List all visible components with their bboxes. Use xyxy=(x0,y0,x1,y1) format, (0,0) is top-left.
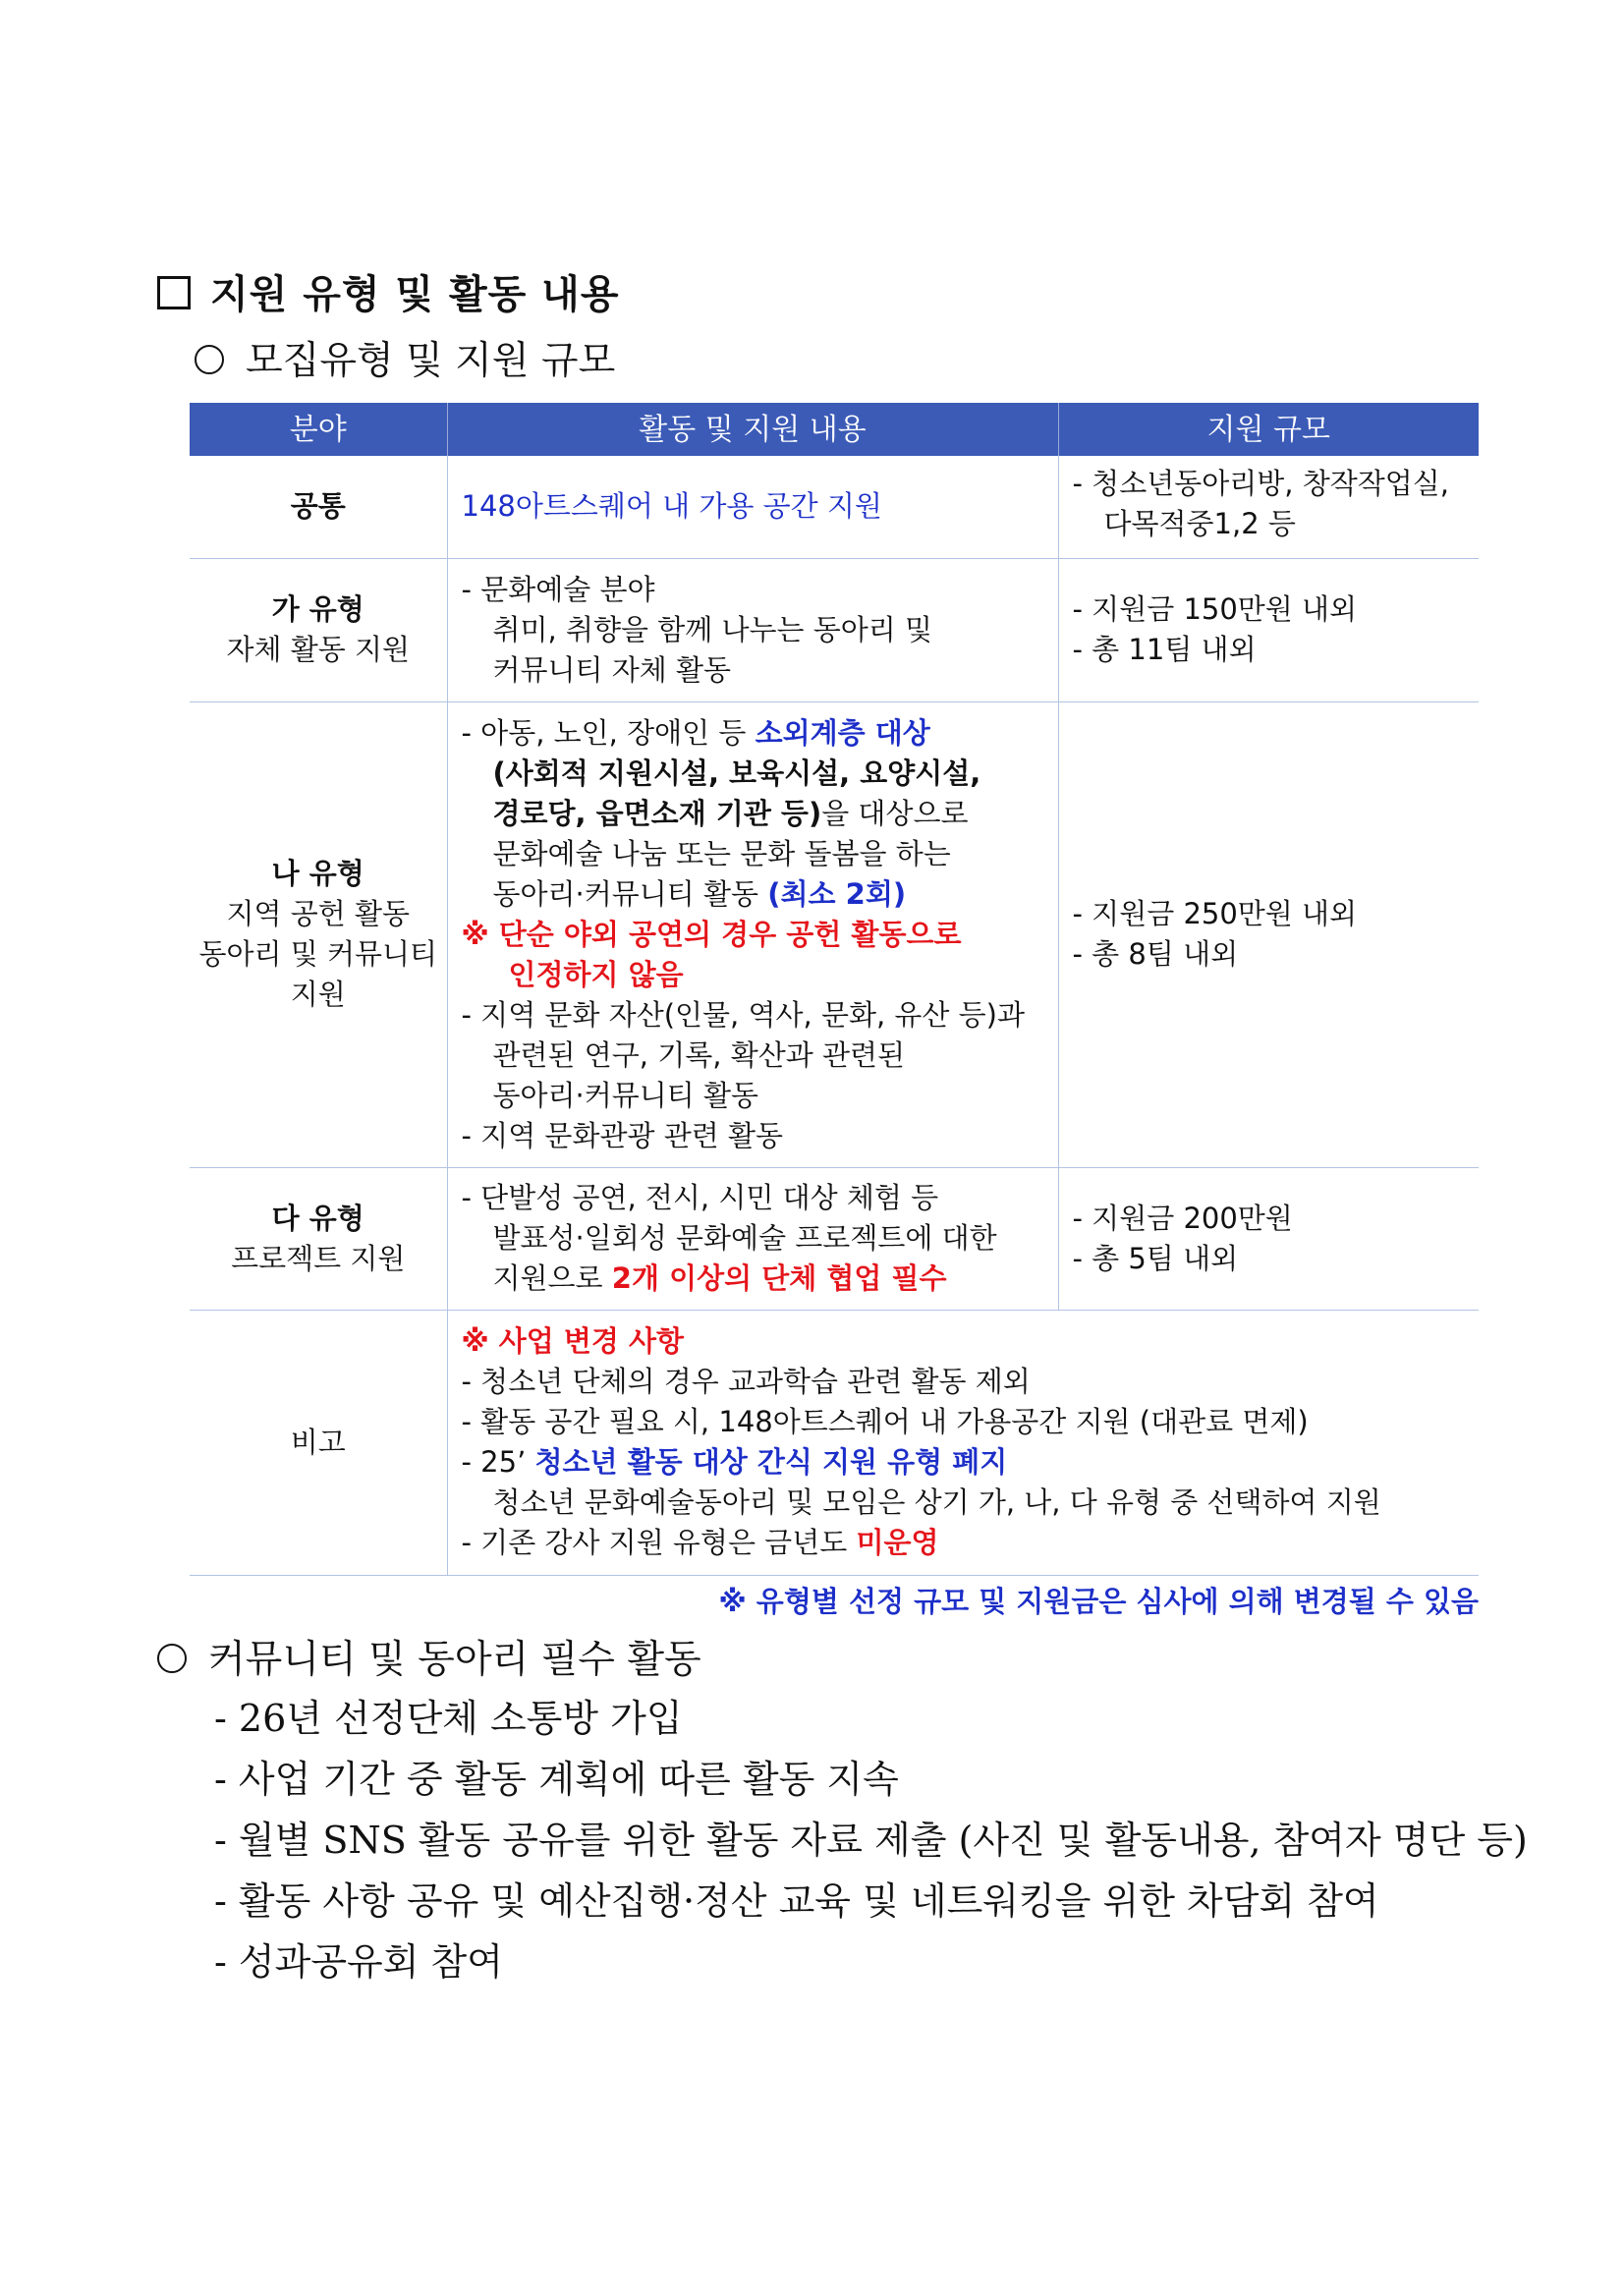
type-c-label: 다 유형 프로젝트 지원 xyxy=(190,1167,447,1310)
table-row-type-b xyxy=(190,701,1479,1167)
type-a-content: - 문화예술 분야 취미, 취향을 함께 나누는 동아리 및 커뮤니티 자체 활동 xyxy=(447,558,1058,701)
section-heading-text: 지원 유형 및 활동 내용 xyxy=(210,271,620,317)
type-c-content: - 단발성 공연, 전시, 시민 대상 체험 등 발표성·일회성 문화예술 프로젝트에 대한 지원으로 2개 이상의 단체 협업 필수 xyxy=(447,1167,1058,1310)
type-b-content: - 아동, 노인, 장애인 등 소외계층 대상 (사회적 지원시설, 보육시설, 요양시설, 경로당, 읍면소재 기관 등)을 대상으로 문화예술 나눔 또는 문화 돌봄을 하는 동아리·커뮤니티 활동 (최소 2회) ※ 단순 야외 공연의 경우 공헌 활동으로 인정하지 않음 - 지역 문화 자산(인물, 역사, 문화, 유산 등)과 관련된 연구, 기록, 확산과 관련된 동아리·커뮤니티 활동 - 지역 문화관광 관련 활동 xyxy=(447,701,1058,1167)
circle-bullet-icon xyxy=(157,1644,187,1673)
common-label: 공통 xyxy=(190,456,447,558)
header-scale: 지원 규모 xyxy=(1058,403,1479,456)
table-row-type-c xyxy=(190,1167,1479,1310)
checkbox-square-icon xyxy=(157,276,191,309)
table-header-row xyxy=(190,403,1479,456)
required-activities-list xyxy=(214,1688,1528,1992)
subsection-recruitment xyxy=(195,330,615,385)
type-b-scale: - 지원금 250만원 내외 - 총 8팀 내외 xyxy=(1058,701,1479,1167)
subsection-recruitment-title: 모집유형 및 지원 규모 xyxy=(246,339,616,383)
list-item: - 26년 선정단체 소통방 가입 xyxy=(214,1697,683,1740)
type-a-label: 가 유형 자체 활동 지원 xyxy=(190,558,447,701)
support-table xyxy=(190,403,1479,1576)
table-row-common xyxy=(190,456,1479,558)
remarks-content: ※ 사업 변경 사항 - 청소년 단체의 경우 교과학습 관련 활동 제외 - 활동 공간 필요 시, 148아트스퀘어 내 가용공간 지원 (대관료 면제) - 25’ 청소년 활동 대상 간식 지원 유형 폐지 청소년 문화예술동아리 및 모임은 상기 가, 나, 다 유형 중 선택하여 지원 - 기존 강사 지원 유형은 금년도 미운영 xyxy=(447,1310,1479,1575)
list-item: - 사업 기간 중 활동 계획에 따른 활동 지속 xyxy=(214,1758,899,1801)
list-item: - 월별 SNS 활동 공유를 위한 활동 자료 제출 (사진 및 활동내용, 참여자 명단 등) xyxy=(214,1819,1528,1862)
selection-note: ※ 유형별 선정 규모 및 지원금은 심사에 의해 변경될 수 있음 xyxy=(718,1585,1479,1618)
type-a-scale: - 지원금 150만원 내외 - 총 11팀 내외 xyxy=(1058,558,1479,701)
table-row-type-a xyxy=(190,558,1479,701)
subsection-required-activities xyxy=(157,1629,701,1684)
header-field: 분야 xyxy=(190,403,447,456)
remarks-label: 비고 xyxy=(190,1310,447,1575)
list-item: - 성과공유회 참여 xyxy=(214,1940,503,1984)
header-content: 활동 및 지원 내용 xyxy=(447,403,1058,456)
circle-bullet-icon xyxy=(195,345,224,374)
section-heading xyxy=(157,263,619,319)
table-row-remarks xyxy=(190,1310,1479,1575)
type-c-scale: - 지원금 200만원 - 총 5팀 내외 xyxy=(1058,1167,1479,1310)
common-scale: - 청소년동아리방, 창작작업실, 다목적중1,2 등 xyxy=(1058,456,1479,558)
type-b-label: 나 유형 지역 공헌 활동 동아리 및 커뮤니티 지원 xyxy=(190,701,447,1167)
common-content: 148아트스퀘어 내 가용 공간 지원 xyxy=(447,456,1058,558)
list-item: - 활동 사항 공유 및 예산집행·정산 교육 및 네트워킹을 위한 차담회 참여 xyxy=(214,1879,1379,1923)
subsection-required-title: 커뮤니티 및 동아리 필수 활동 xyxy=(208,1638,701,1682)
